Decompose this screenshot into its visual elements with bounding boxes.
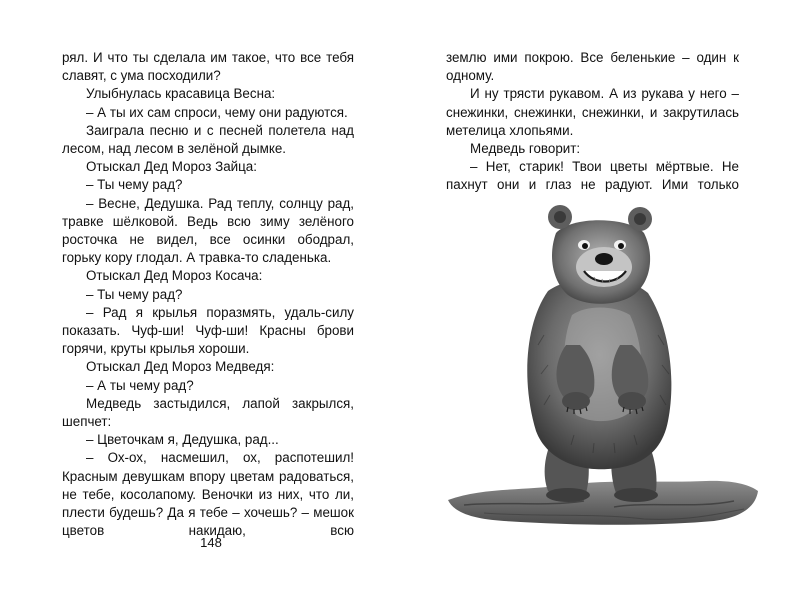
left-paragraph: – Рад я крылья поразмять, удаль-силу показать. Чуф-ши! Чуф-ши! Красны брови горячи, круты крылья хороши. (62, 304, 354, 357)
left-paragraph: Отыскал Дед Мороз Косача: (86, 268, 263, 284)
left-paragraph: – Ты чему рад? (86, 286, 183, 302)
bear-nose (595, 253, 613, 265)
left-paragraph: Заиграла песню и с песней полетела над лесом, над лесом в зелёной дымке. (62, 122, 354, 157)
left-page-text (62, 49, 354, 540)
left-paragraph: Отыскал Дед Мороз Зайца: (86, 159, 257, 175)
right-paragraph: землю ими покрою. Все беленькие – один к одному. (446, 50, 739, 84)
left-paragraph: – Ох-ох, насмешил, ох, распотешил! Красным девушкам впору цветам радоваться, не тебе, косолапому. Веночки из них, что ли, плести будешь? Да я тебе – хочешь? – мешок цветов накидаю, всю (62, 450, 354, 539)
ground-rock (448, 481, 758, 525)
bear-left-foot (546, 488, 590, 502)
left-paragraph: – А ты чему рад? (86, 377, 194, 393)
bear-illustration (444, 195, 764, 530)
left-paragraph: Улыбнулась красавица Весна: (86, 86, 276, 102)
left-paragraph: – А ты их сам спроси, чему они радуются. (86, 104, 348, 120)
right-paragraph: Медведь говорит: (470, 141, 581, 157)
left-paragraph: рял. И что ты сделала им такое, что все тебя славят, с ума посходили? (62, 50, 354, 84)
bear-right-foot (614, 488, 658, 502)
left-paragraph: Отыскал Дед Мороз Медведя: (86, 359, 275, 375)
page-number: 148 (200, 535, 222, 550)
left-paragraph: Медведь застыдился, лапой закрылся, шепчет: (62, 395, 354, 430)
right-page-text (446, 49, 739, 195)
left-paragraph: – Ты чему рад? (86, 177, 183, 193)
left-paragraph: – Весне, Дедушка. Рад теплу, солнцу рад, травке шёлковой. Ведь всю зиму зелёного росточка не видел, все осинки ободрал, горьку кору глодал. А травка-то сладенька. (62, 195, 354, 266)
right-paragraph: – Нет, старик! Твои цветы мёртвые. Не пахнут они и глаз не радуют. Ими только (446, 159, 739, 193)
left-paragraph: – Цветочкам я, Дедушка, рад... (86, 432, 279, 448)
right-paragraph: И ну трясти рукавом. А из рукава у него – снежинки, снежинки, снежинки, и закрутилась метелица хлопьями. (446, 86, 739, 138)
